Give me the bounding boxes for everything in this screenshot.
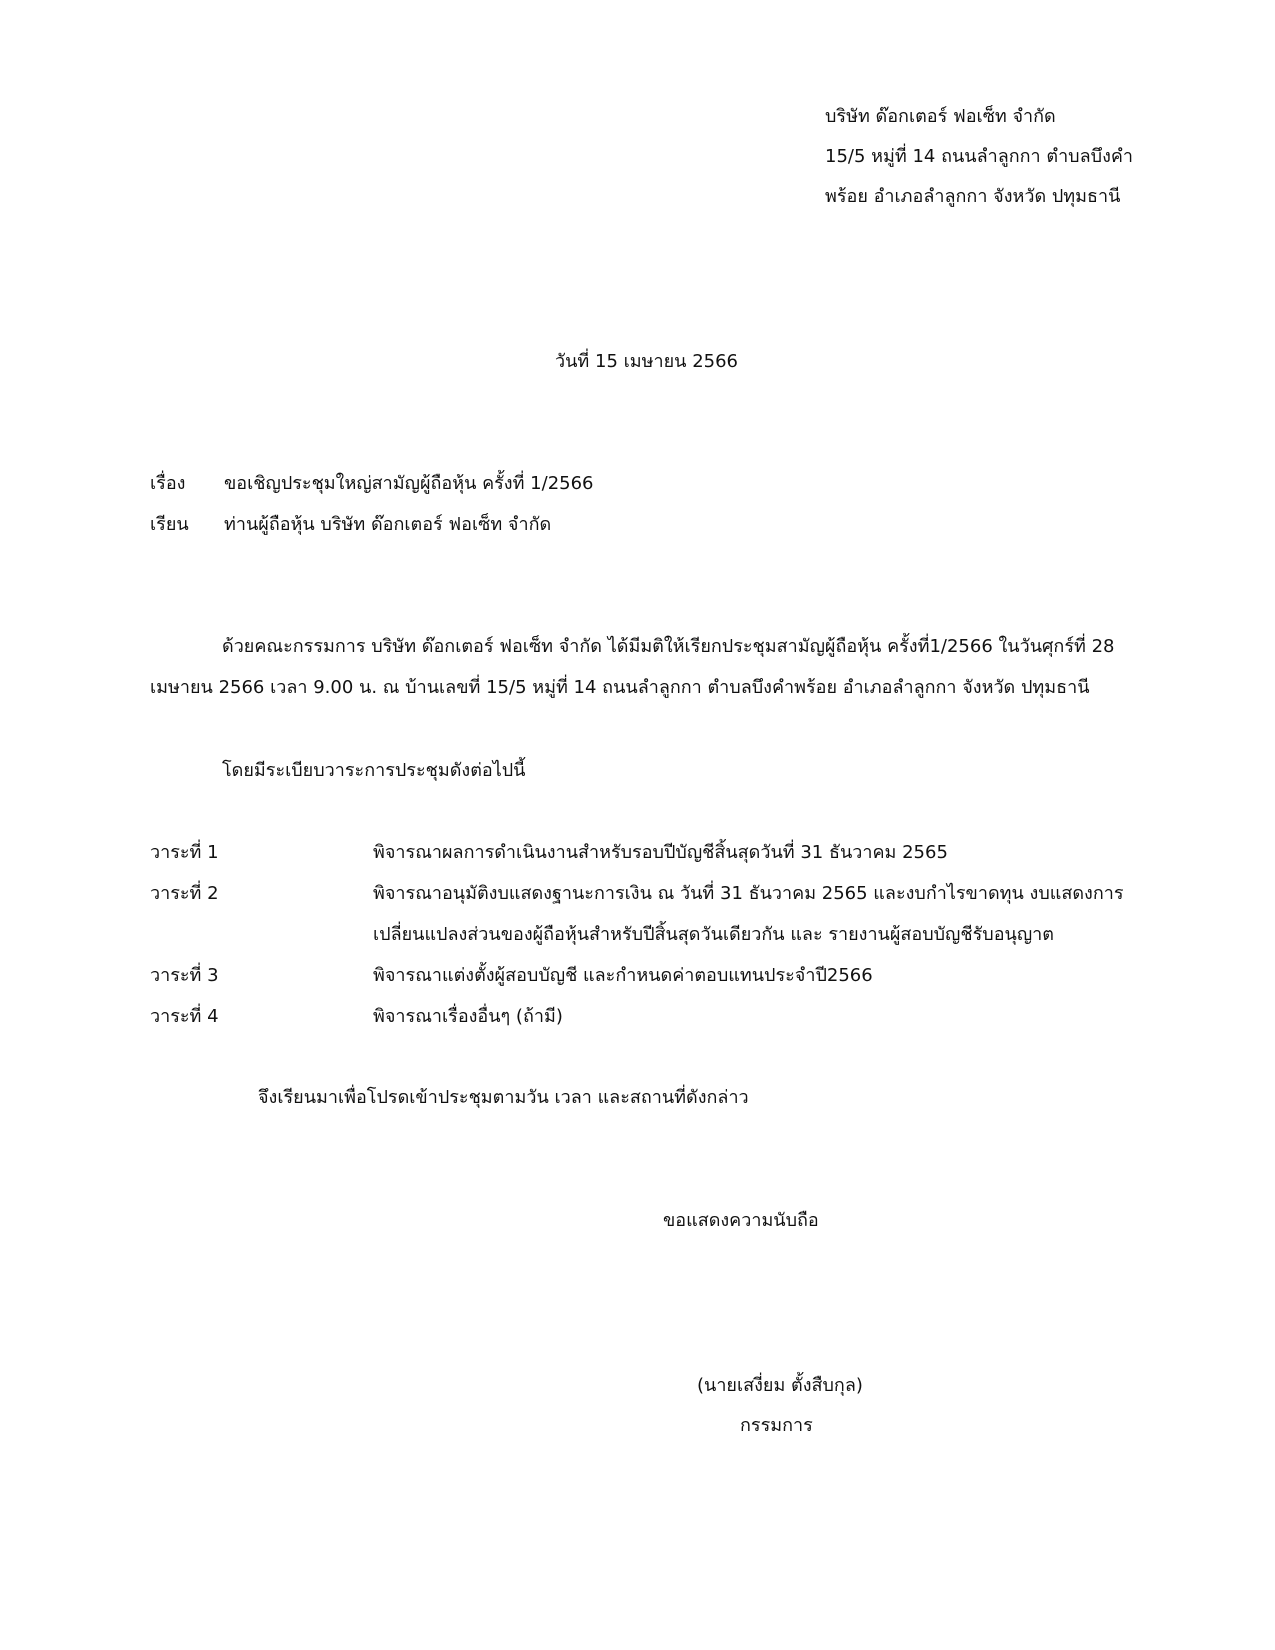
closing-regards: ขอแสดงความนับถือ: [663, 1210, 819, 1231]
recipient-text: ท่านผู้ถือหุ้น บริษัท ด๊อกเตอร์ ฟอเซ็ท จำกัด: [224, 514, 552, 535]
agenda-item-label: วาระที่ 3: [150, 965, 219, 986]
sender-address-line2: พร้อย อำเภอลำลูกกา จังหวัด ปทุมธานี: [825, 186, 1121, 207]
agenda-item-text-continued: เปลี่ยนแปลงส่วนของผู้ถือหุ้นสำหรับปีสิ้นสุดวันเดียวกัน และ รายงานผู้สอบบัญชีรับอนุญาต: [373, 924, 1054, 945]
agenda-item-text: พิจารณาผลการดำเนินงานสำหรับรอบปีบัญชีสิ้นสุดวันที่ 31 ธันวาคม 2565: [373, 842, 948, 863]
agenda-intro: โดยมีระเบียบวาระการประชุมดังต่อไปนี้: [222, 760, 526, 781]
sender-company: บริษัท ด๊อกเตอร์ ฟอเซ็ท จำกัด: [825, 106, 1056, 127]
subject-text: ขอเชิญประชุมใหญ่สามัญผู้ถือหุ้น ครั้งที่ 1/2566: [224, 473, 594, 494]
agenda-item-label: วาระที่ 4: [150, 1006, 219, 1027]
body-paragraph-line2: เมษายน 2566 เวลา 9.00 น. ณ บ้านเลขที่ 15/5 หมู่ที่ 14 ถนนลำลูกกา ตำบลบึงคำพร้อย อำเภอลำลูกกา จังหวัด ปทุมธานี: [150, 677, 1090, 698]
subject-label: เรื่อง: [150, 473, 186, 494]
agenda-item-text: พิจารณาเรื่องอื่นๆ (ถ้ามี): [373, 1006, 563, 1027]
sender-address-line1: 15/5 หมู่ที่ 14 ถนนลำลูกกา ตำบลบึงคำ: [825, 146, 1134, 167]
signatory-title: กรรมการ: [740, 1415, 813, 1436]
agenda-item-text: พิจารณาอนุมัติงบแสดงฐานะการเงิน ณ วันที่ 31 ธันวาคม 2565 และงบกำไรขาดทุน งบแสดงการ: [373, 883, 1124, 904]
signatory-name: (นายเสงี่ยม ตั้งสืบกุล): [697, 1375, 863, 1396]
letter-date: วันที่ 15 เมษายน 2566: [555, 351, 738, 372]
agenda-item-text: พิจารณาแต่งตั้งผู้สอบบัญชี และกำหนดค่าตอบแทนประจำปี2566: [373, 965, 873, 986]
agenda-item-label: วาระที่ 2: [150, 883, 219, 904]
agenda-item-label: วาระที่ 1: [150, 842, 219, 863]
recipient-label: เรียน: [150, 514, 189, 535]
closing-invitation: จึงเรียนมาเพื่อโปรดเข้าประชุมตามวัน เวลา และสถานที่ดังกล่าว: [258, 1087, 749, 1108]
body-paragraph-line1: ด้วยคณะกรรมการ บริษัท ด๊อกเตอร์ ฟอเซ็ท จำกัด ได้มีมติให้เรียกประชุมสามัญผู้ถือหุ้น ครั้งที่1/2566 ในวันศุกร์ที่ 28: [222, 636, 1115, 657]
